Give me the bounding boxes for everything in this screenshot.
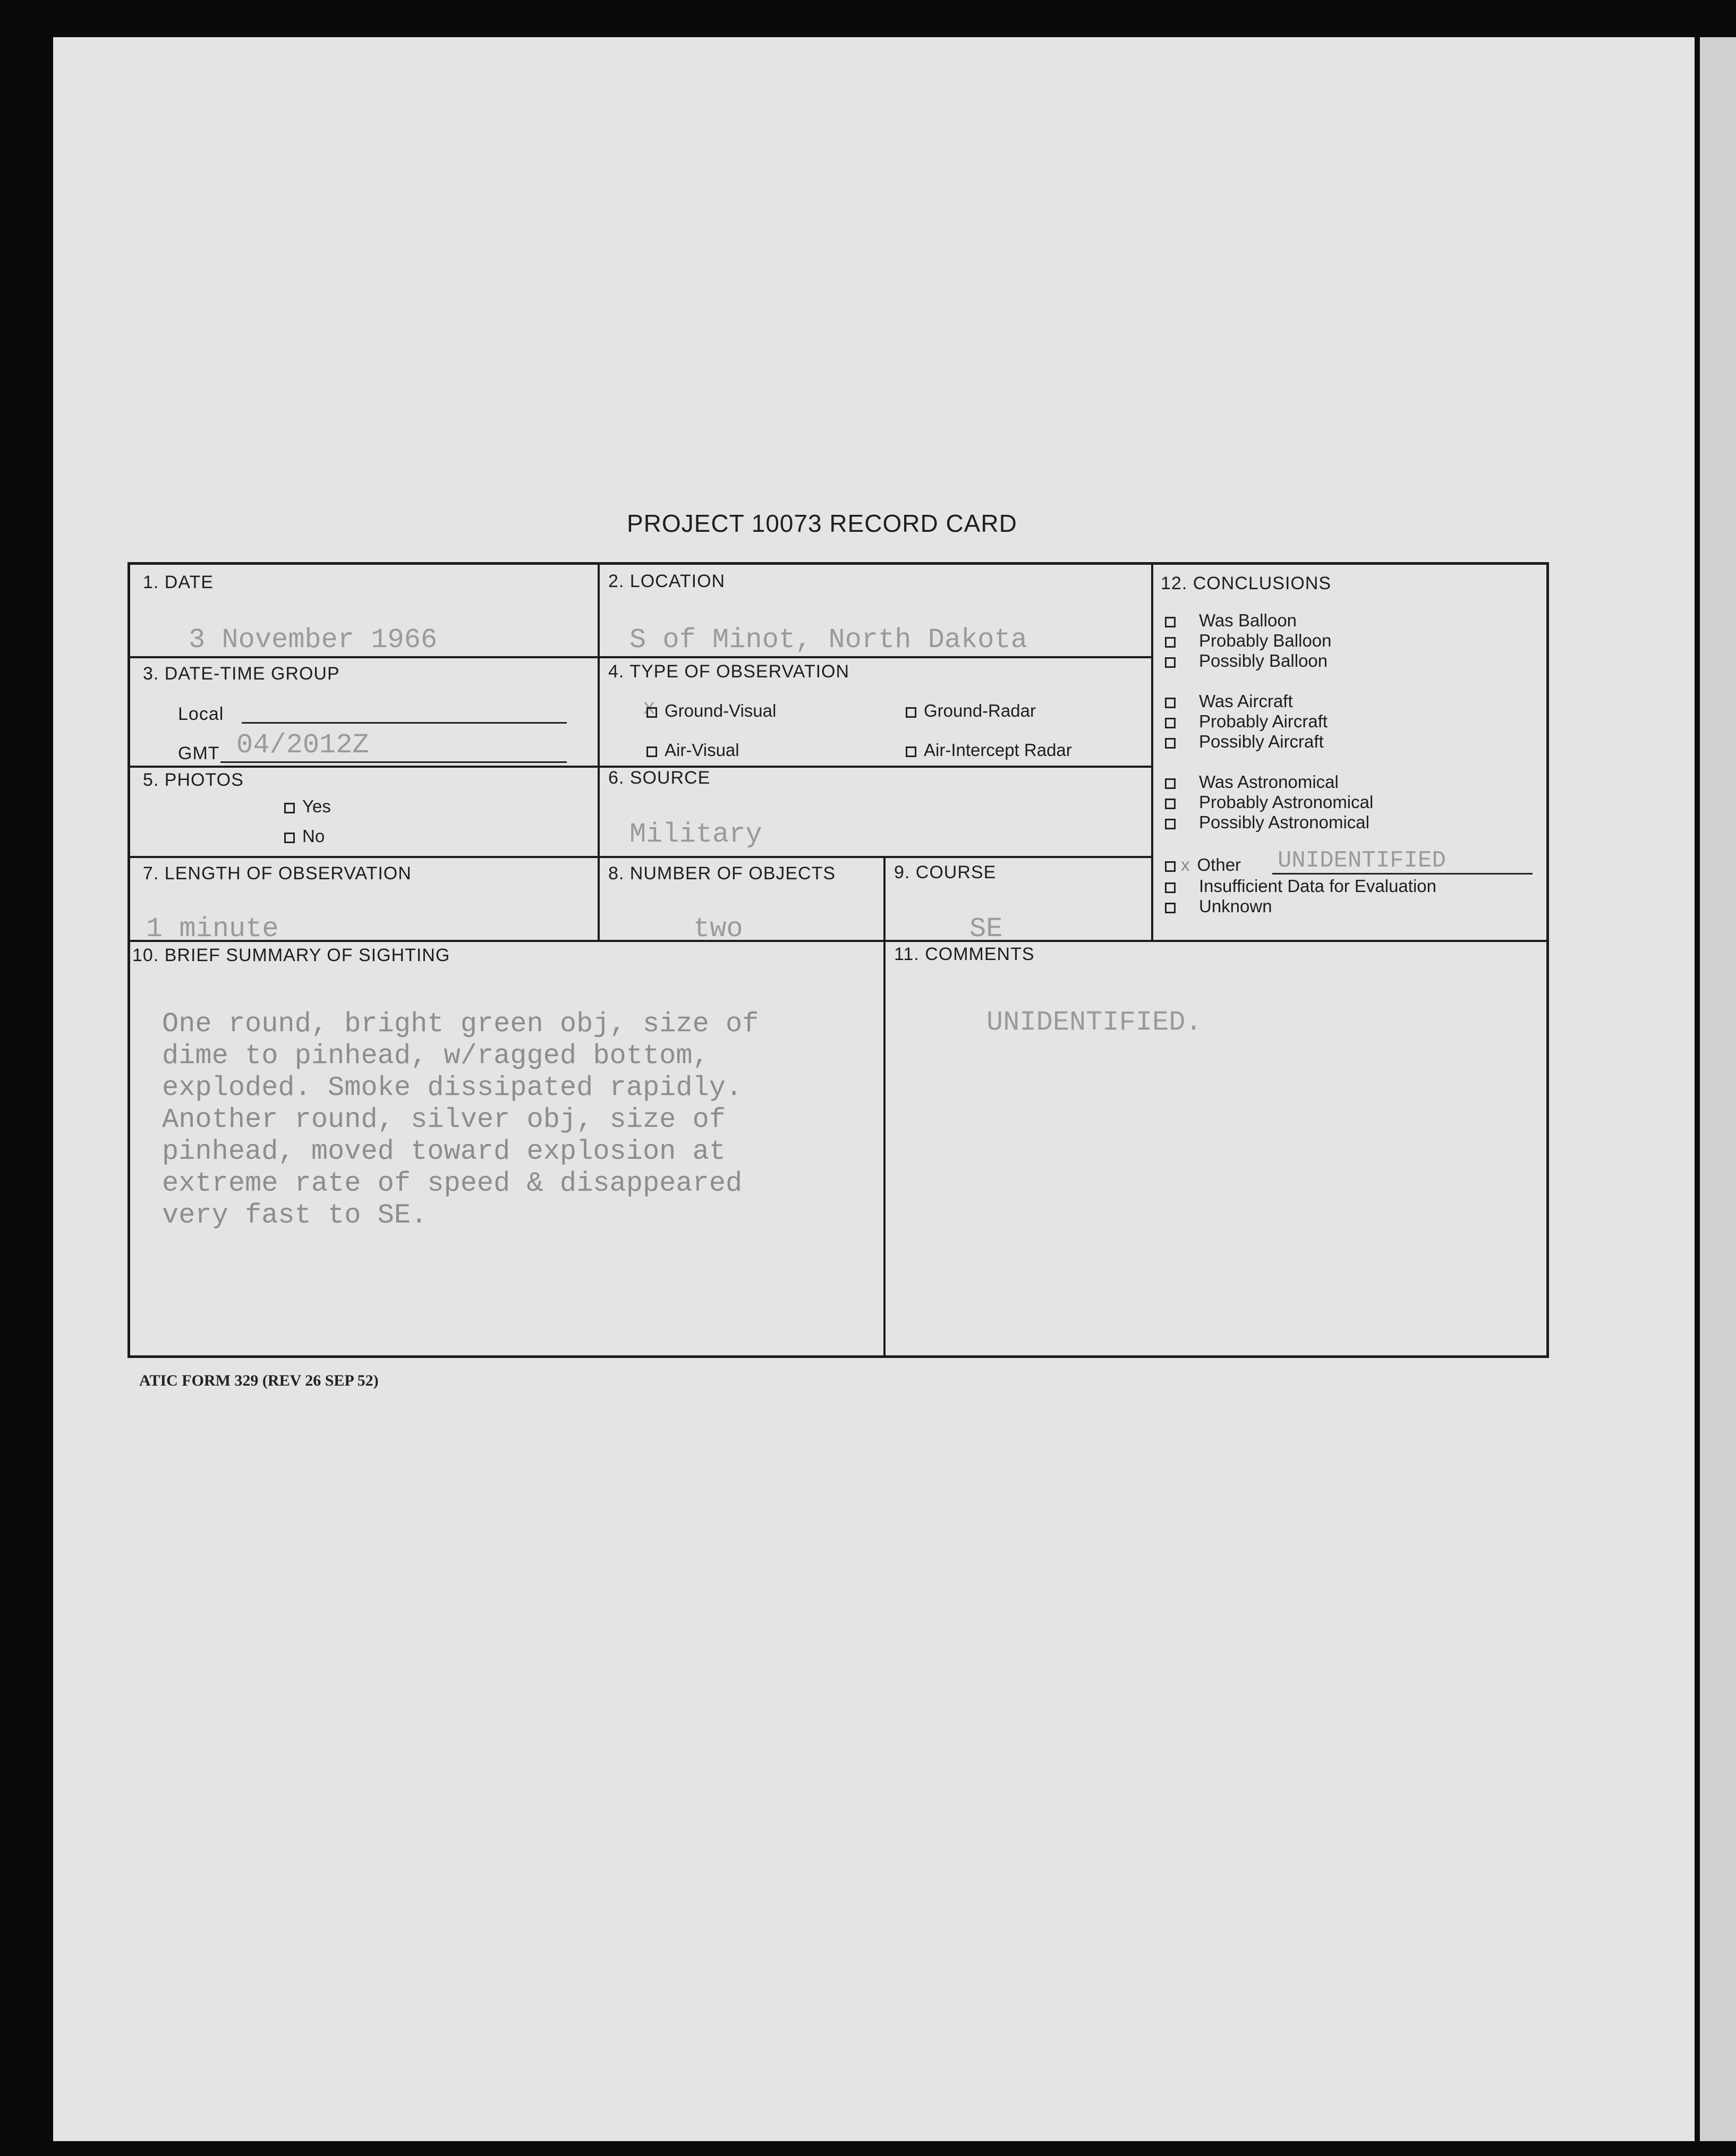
checkbox-icon <box>1165 738 1176 749</box>
location-value: S of Minot, North Dakota <box>629 624 1027 656</box>
checkbox-icon <box>906 746 916 757</box>
checkbox-icon <box>284 803 295 813</box>
checkbox-icon <box>1165 698 1176 708</box>
conclusion-other[interactable]: x Other <box>1165 855 1241 875</box>
comments-label: 11. COMMENTS <box>894 944 1035 964</box>
conclusions-label: 12. CONCLUSIONS <box>1161 573 1332 593</box>
brief-summary-text: One round, bright green obj, size of dime to pinhead, w/ragged bottom, exploded. Smoke dissipated rapidly. Another round, silver obj, size of pinhead, moved toward explosion at extreme rate of speed & disappeared very fast to SE. <box>162 1008 759 1231</box>
option-photos-no[interactable]: No <box>284 826 325 846</box>
record-card-form <box>127 562 1549 1358</box>
checkbox-icon <box>646 746 657 757</box>
source-value: Military <box>629 819 762 850</box>
conclusion-was-balloon[interactable]: Was Balloon <box>1165 610 1297 631</box>
checkbox-icon <box>1165 778 1176 789</box>
conclusion-unknown[interactable]: Unknown <box>1165 896 1272 916</box>
conclusion-other-value: UNIDENTIFIED <box>1278 847 1446 874</box>
date-time-group-label: 3. DATE-TIME GROUP <box>143 664 340 684</box>
conclusion-possibly-balloon[interactable]: Possibly Balloon <box>1165 651 1327 671</box>
other-mark: x <box>1181 855 1190 875</box>
location-label: 2. LOCATION <box>608 571 726 591</box>
photos-label: 5. PHOTOS <box>143 770 244 790</box>
gmt-value: 04/2012Z <box>236 729 369 761</box>
checkbox-icon <box>646 707 657 718</box>
option-ground-visual[interactable]: Ground-Visual <box>646 701 776 721</box>
checkbox-icon <box>1165 819 1176 829</box>
option-photos-yes[interactable]: Yes <box>284 796 331 817</box>
conclusion-possibly-astronomical[interactable]: Possibly Astronomical <box>1165 812 1369 833</box>
checkbox-icon <box>1165 718 1176 728</box>
checkbox-icon <box>1165 799 1176 809</box>
number-of-objects-label: 8. NUMBER OF OBJECTS <box>608 863 836 884</box>
source-label: 6. SOURCE <box>608 768 711 788</box>
checkbox-icon <box>1165 637 1176 648</box>
option-ground-radar[interactable]: Ground-Radar <box>906 701 1036 721</box>
checkbox-icon <box>1165 903 1176 913</box>
course-value: SE <box>969 913 1003 945</box>
length-of-observation-value: 1 minute <box>146 913 279 945</box>
comments-value: UNIDENTIFIED. <box>986 1007 1202 1038</box>
card-title: PROJECT 10073 RECORD CARD <box>627 510 1017 537</box>
conclusion-probably-astronomical[interactable]: Probably Astronomical <box>1165 792 1373 812</box>
local-label: Local <box>178 704 224 724</box>
conclusion-probably-balloon[interactable]: Probably Balloon <box>1165 631 1332 651</box>
length-of-observation-label: 7. LENGTH OF OBSERVATION <box>143 863 412 884</box>
course-label: 9. COURSE <box>894 862 997 882</box>
checkbox-icon <box>1165 861 1176 872</box>
date-value: 3 November 1966 <box>189 624 438 656</box>
checkbox-icon <box>1165 882 1176 893</box>
conclusion-possibly-aircraft[interactable]: Possibly Aircraft <box>1165 732 1324 752</box>
gmt-label: GMT <box>178 743 220 763</box>
date-label: 1. DATE <box>143 572 214 592</box>
conclusion-probably-aircraft[interactable]: Probably Aircraft <box>1165 711 1327 732</box>
checkbox-icon <box>1165 657 1176 668</box>
type-of-observation-label: 4. TYPE OF OBSERVATION <box>608 661 850 682</box>
checkbox-icon <box>906 707 916 718</box>
conclusion-was-aircraft[interactable]: Was Aircraft <box>1165 691 1293 711</box>
option-air-intercept-radar[interactable]: Air-Intercept Radar <box>906 740 1072 760</box>
option-air-visual[interactable]: Air-Visual <box>646 740 739 760</box>
conclusion-was-astronomical[interactable]: Was Astronomical <box>1165 772 1339 792</box>
checkbox-icon <box>284 833 295 843</box>
ground-visual-mark: x <box>643 697 656 720</box>
form-footer: ATIC FORM 329 (REV 26 SEP 52) <box>139 1372 379 1389</box>
checkbox-icon <box>1165 617 1176 627</box>
number-of-objects-value: two <box>693 913 743 945</box>
brief-summary-label: 10. BRIEF SUMMARY OF SIGHTING <box>132 945 450 965</box>
conclusion-insufficient-data[interactable]: Insufficient Data for Evaluation <box>1165 876 1436 896</box>
